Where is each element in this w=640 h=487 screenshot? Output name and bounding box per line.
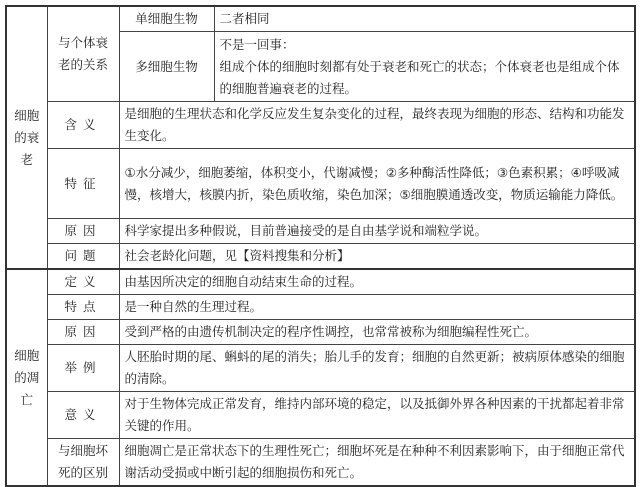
row-label: 与细胞坏死的区别 — [47, 439, 119, 487]
row-text: 由基因所决定的细胞自动结束生命的过程。 — [119, 269, 635, 295]
multicellular-text-head: 不是一回事： — [219, 36, 295, 52]
row-label: 问题 — [47, 244, 119, 270]
row-label: 原因 — [47, 320, 119, 345]
row-label: 原因 — [47, 219, 119, 244]
multicellular-cell — [214, 32, 635, 102]
row-text: 社会老龄化问题，见【资料搜集和分析】 — [119, 244, 635, 270]
row-text: 是细胞的生理状态和化学反应发生复杂变化的过程，最终表现为细胞的形态、结构和功能发生变化。 — [119, 102, 635, 149]
row-text: 科学家提出多种假说，目前普遍接受的是自由基学说和端粒学说。 — [119, 219, 635, 244]
section-aging-title: 细胞的衰老 — [6, 6, 47, 269]
row-text: 是一种自然的生理过程。 — [119, 295, 635, 320]
multicellular-text: 组成个体的细胞时刻都有处于衰老和死亡的状态；个体衰老也是组成个体的细胞普遍衰老的过程。 — [219, 58, 620, 96]
multicellular-label: 多细胞生物 — [119, 32, 214, 102]
row-label: 含义 — [47, 102, 119, 149]
comparison-table — [5, 5, 636, 487]
row-text: 人胚胎时期的尾、蝌蚪的尾的消失；胎儿手的发育；细胞的自然更新；被病原体感染的细胞的清除。 — [119, 345, 635, 392]
row-text: ①水分减少，细胞萎缩，体积变小，代谢减慢；②多种酶活性降低；③色素积累；④呼吸减慢，核增大，核膜内折，染色质收缩，染色加深；⑤细胞膜通透改变，物质运输能力降低。 — [119, 149, 635, 219]
row-label: 举例 — [47, 345, 119, 392]
unicellular-text: 二者相同 — [214, 6, 635, 32]
row-label: 特点 — [47, 295, 119, 320]
row-text: 对于生物体完成正常发育，维持内部环境的稳定，以及抵御外界各种因素的干扰都起着非常关键的作用。 — [119, 392, 635, 439]
row-label: 特征 — [47, 149, 119, 219]
section-apoptosis-title: 细胞的凋亡 — [6, 269, 47, 486]
unicellular-label: 单细胞生物 — [119, 6, 214, 32]
relation-label: 与个体衰老的关系 — [47, 6, 119, 102]
row-label: 意义 — [47, 392, 119, 439]
row-text: 细胞凋亡是正常状态下的生理性死亡；细胞坏死是在种种不利因素影响下，由于细胞正常代谢活动受损或中断引起的细胞损伤和死亡。 — [119, 439, 635, 487]
row-label: 定义 — [47, 269, 119, 295]
row-text: 受到严格的由遗传机制决定的程序性调控，也常常被称为细胞编程性死亡。 — [119, 320, 635, 345]
